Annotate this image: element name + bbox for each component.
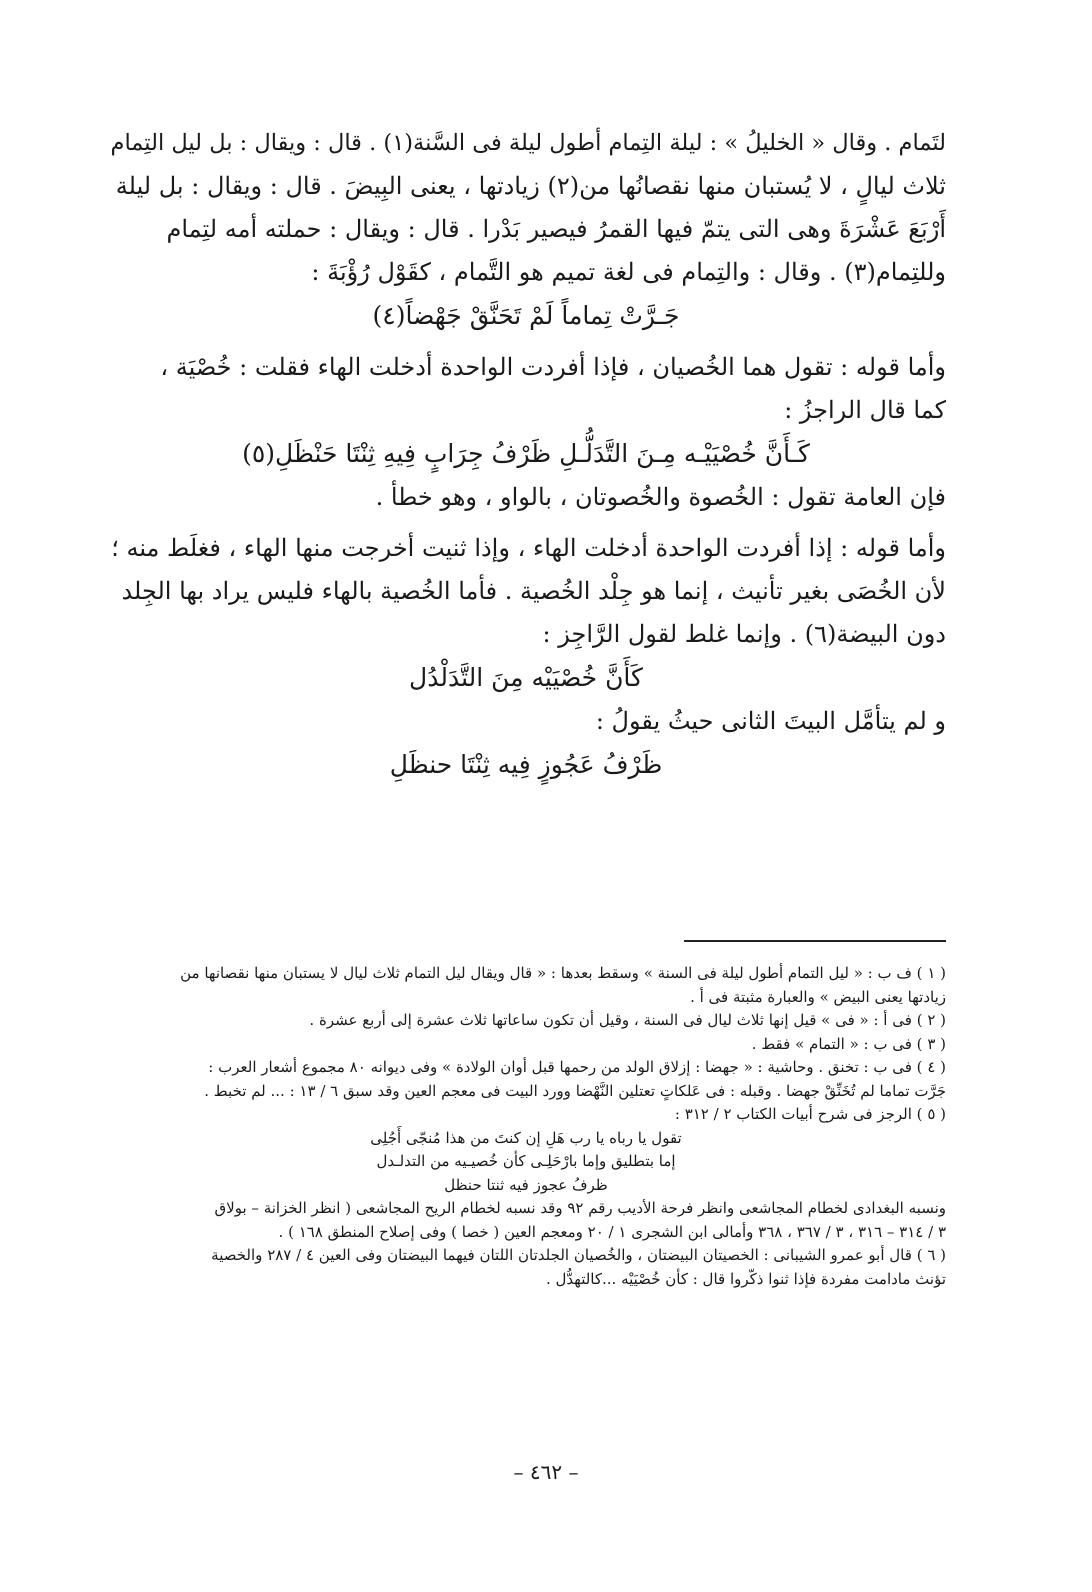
text-line: لأن الخُصَى بغير تأنيث ، إنما هو جِلْد الخُصية . فأما الخُصية بالهاء فليس يراد بها الجِلد — [121, 577, 946, 605]
text-line: كما قال الراجزُ : — [784, 396, 946, 424]
text-line: وللتِمام(٣) . وقال : والتِمام فى لغة تميم هو التَّمام ، كقَوْل رُؤْبَةَ : — [311, 258, 946, 286]
footnote-line: ٣ / ٣١٤ – ٣١٦ ، ٣ / ٣٦٧ ، ٣٦٨ وأمالى ابن الشجرى ١ / ٢٠ ومعجم العين ( خصا ) وفى إصلاح المنطق ١٦٨ ) . — [278, 1222, 946, 1241]
footnote-verse: إما بتطليق وإما بارْحَلِـى كأن خُصيـيه من التدلـدل — [376, 1152, 676, 1170]
footnote-line: ( ٤ ) فى ب : تخنق . وحاشية : « جهضا : إزلاق الولد من رحمها قبل أوان الولادة » وفى ديوانه ٨٠ مجموع أشعار العرب : — [208, 1058, 946, 1076]
text-line: وأما قوله : تقول هما الخُصيان ، فإذا أفردت الواحدة أدخلت الهاء فقلت : خُصْيَة ، — [160, 353, 946, 381]
footnotes — [106, 962, 946, 1291]
footnote-verse: ظرفُ عجوز فيه ثنتا حنظل — [444, 1175, 608, 1194]
footnote-line: ( ٦ ) قال أبو عمرو الشيبانى : الخصيتان البيضتان ، والخُصيان الجلدتان اللتان فيهما البيضتان وفى العين ٤ / ٢٨٧ والخصية — [211, 1246, 946, 1264]
footnote-verse: تقول يا رباه يا رب هَلِ إن كنتَ من هذا مُنجّى أَجُلِى — [370, 1128, 682, 1147]
footnote-line: تؤنث مادامت مفردة فإذا ثنوا ذكّروا قال : كأن خُصْيَيْه ...كالتهدُّل . — [545, 1269, 946, 1288]
verse-line: كَـأَنَّ خُصْيَيْـه مِـنَ التَّدَلُّـلِ ظَرْفُ جِرَابٍ فِيهِ ثِنْتَا حَنْظَلِ(٥) — [242, 439, 810, 468]
verse-line: كَأَنَّ خُصْيَيْه مِنَ التَّدَلْدُل — [409, 663, 643, 692]
verse-line: جَـرَّتْ تِماماً لَمْ تَحَنَّقْ جَهْضاً(٤) — [372, 301, 680, 330]
footnote-line: ( ٢ ) فى أ : « فى » قيل إنها ثلاث ليال فى السنة ، وقيل أن تكون ساعاتها ثلاث عشرة إلى أربع عشرة . — [309, 1011, 946, 1029]
footnote-separator — [684, 940, 946, 942]
footnote-line: جَرَّت تماما لم تُخَنِّقْ جهضا . وقبله : فى عَلكاتٍ تعتلين النَّهْضا وورد البيت فى معجم العين وقد سبق ٦ / ١٣ : ... لم تخبط . — [204, 1081, 946, 1100]
footnote-line: ( ١ ) ف ب : « ليل التمام أطول ليلة فى السنة » وسقط بعدها : « قال ويقال ليل التمام ثلاث ليال لا يستبان منها نقصانها من — [180, 964, 946, 982]
footnote-line: زيادتها يعنى البيض » والعبارة مثبتة فى أ . — [690, 987, 946, 1006]
footnote-line: ( ٥ ) الرجز فى شرح أبيات الكتاب ٢ / ٣١٢ : — [674, 1105, 946, 1123]
footnote-line: ( ٣ ) فى ب : « التمام » فقط . — [751, 1034, 946, 1053]
footnote-line: ونسبه البغدادى لخطام المجاشعى وانظر فرحة الأديب رقم ٩٢ وقد نسبه لخطام الريح المجاشعى ( انظر الخزانة – بولاق — [214, 1199, 946, 1217]
verse-line: ظَرْفُ عَجُوزٍ فِيه ثِنْتَا حنظَلِ — [389, 750, 663, 779]
text-line: فإن العامة تقول : الخُصوة والخُصوتان ، بالواو ، وهو خطأ . — [375, 483, 946, 511]
main-text — [106, 122, 946, 787]
text-line: و لم يتأمَّل البيتَ الثانى حيثُ يقولُ : — [595, 707, 946, 735]
text-line: ثلاث ليالٍ ، لا يُستبان منها نقصانُها من(٢) زيادتها ، يعنى البِيضَ . قال : ويقال : بل ليلة — [115, 172, 946, 200]
text-line: لتَمام . وقال « الخليلُ » : ليلة التِمام أطول ليلة فى السَّنة(١) . قال : ويقال : بل ليل التِمام — [110, 130, 946, 156]
page-number: – ٤٦٢ – — [513, 1460, 579, 1484]
text-line: دون البيضة(٦) . وإنما غلط لقول الرَّاجِز : — [542, 620, 946, 648]
text-line: وأما قوله : إذا أفردت الواحدة أدخلت الهاء ، وإذا ثنيت أخرجت منها الهاء ، فغلَط منه ؛ — [111, 534, 946, 562]
text-line: أَرْبَعَ عَشْرَةَ وهى التى يتمّ فيها القمرُ فيصير بَدْرا . قال : ويقال : حملته أمه لتِمام — [166, 215, 946, 243]
